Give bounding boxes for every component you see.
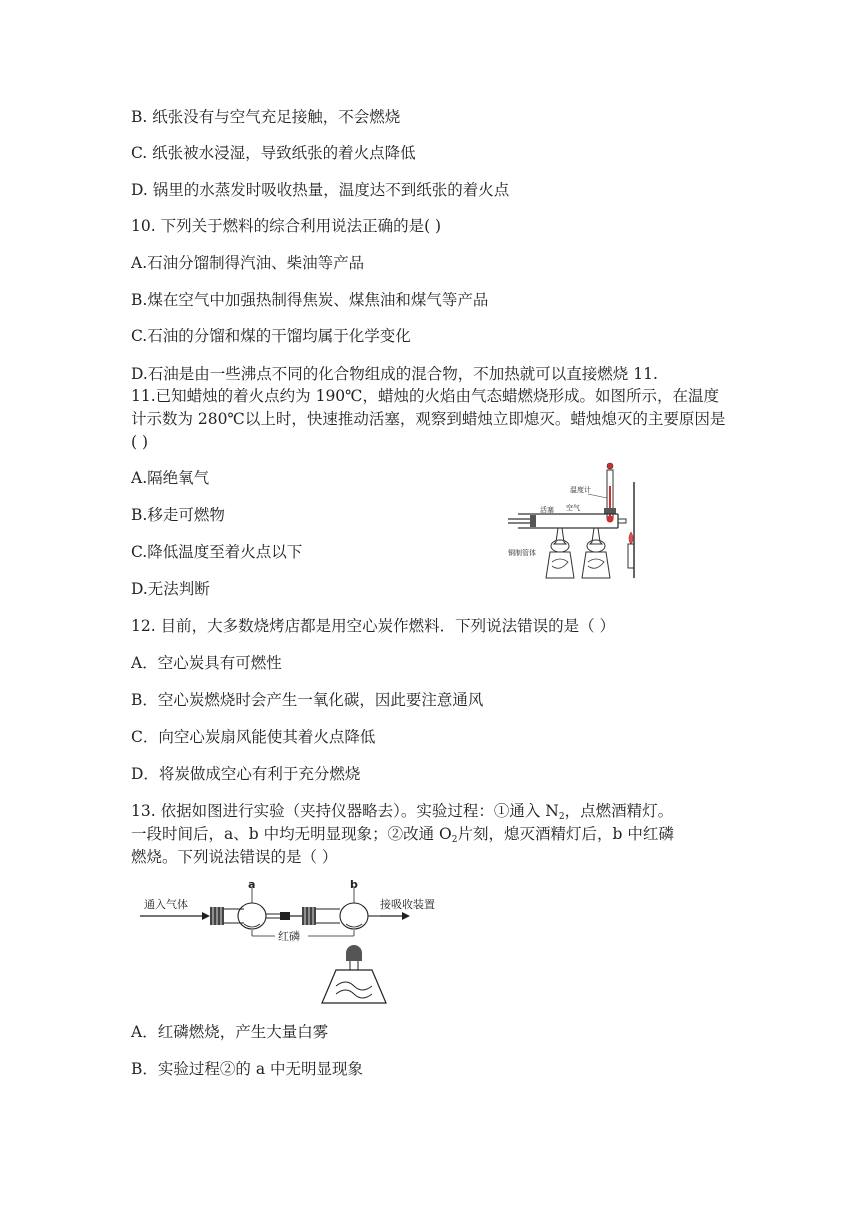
tube-b-label: b bbox=[350, 878, 358, 891]
q12-option-b: B．空心炭燃烧时会产生一氧化碳，因此要注意通风 bbox=[131, 691, 484, 709]
tube-a-label: a bbox=[248, 878, 256, 891]
q11-stem: 11.已知蜡烛的着火点约为 190℃，蜡烛的火焰由气态蜡燃烧形成。如图所示，在温度计示数为 280℃以上时，快速推动活塞，观察到蜡烛立即熄灭。蜡烛熄灭的主要原因是( ) bbox=[131, 387, 726, 451]
q11-option-c: C.降低温度至着火点以下 bbox=[131, 543, 303, 561]
q11-option-d: D.无法判断 bbox=[131, 580, 210, 598]
q10-option-a: A.石油分馏制得汽油、柴油等产品 bbox=[131, 254, 365, 272]
q11-option-b: B.移走可燃物 bbox=[131, 506, 225, 524]
thermometer-label: 温度计 bbox=[570, 486, 591, 494]
q10-option-c: C.石油的分馏和煤的干馏均属于化学变化 bbox=[131, 327, 411, 345]
q13-stem-line-1: 13. 依据如图进行实验（夹持仪器略去）。实验过程：①通入 $N_2$，点燃酒精灯。 bbox=[131, 802, 674, 822]
q12-option-a: A．空心炭具有可燃性 bbox=[131, 654, 282, 672]
q13-stem-line-3: 燃烧。下列说法错误的是（ ） bbox=[131, 848, 338, 866]
air-label: 空气 bbox=[566, 504, 580, 512]
q9-option-d: D. 锅里的水蒸发时吸收热量，温度达不到纸张的着火点 bbox=[131, 181, 510, 199]
q9-option-b: B. 纸张没有与空气充足接触，不会燃烧 bbox=[131, 108, 401, 126]
copper-tube-label: 铜制管体 bbox=[508, 549, 536, 557]
q10-stem: 10. 下列关于燃料的综合利用说法正确的是( ) bbox=[131, 217, 442, 235]
absorber-label: 接吸收装置 bbox=[380, 898, 435, 911]
q12-stem: 12. 目前，大多数烧烤店都是用空心炭作燃料．下列说法错误的是（ ） bbox=[131, 617, 616, 635]
piston-label: 活塞 bbox=[540, 506, 554, 514]
q9-option-c: C. 纸张被水浸湿，导致纸张的着火点降低 bbox=[131, 144, 416, 162]
q12-option-c: C．向空心炭扇风能使其着火点降低 bbox=[131, 728, 376, 746]
q13-stem-line-2: 一段时间后，a、b 中均无明显现象；②改通 $O_2$片刻，熄灭酒精灯后，b 中红磷 bbox=[131, 825, 674, 845]
q10-option-b: B.煤在空气中加强热制得焦炭、煤焦油和煤气等产品 bbox=[131, 291, 489, 309]
q13-option-b: B．实验过程②的 a 中无明显现象 bbox=[131, 1060, 363, 1078]
q11-apparatus-figure bbox=[508, 462, 643, 580]
q10-option-d: D.石油是由一些沸点不同的化合物组成的混合物，不加热就可以直接燃烧 11. bbox=[131, 365, 658, 383]
q12-option-d: D．将炭做成空心有利于充分燃烧 bbox=[131, 765, 361, 783]
q11-option-a: A.隔绝氧气 bbox=[131, 469, 210, 487]
q13-option-a: A．红磷燃烧，产生大量白雾 bbox=[131, 1023, 329, 1041]
q13-apparatus-figure bbox=[140, 878, 450, 1006]
inlet-gas-label: 通入气体 bbox=[144, 898, 188, 911]
red-phosphorus-label: 红磷 bbox=[278, 930, 300, 943]
